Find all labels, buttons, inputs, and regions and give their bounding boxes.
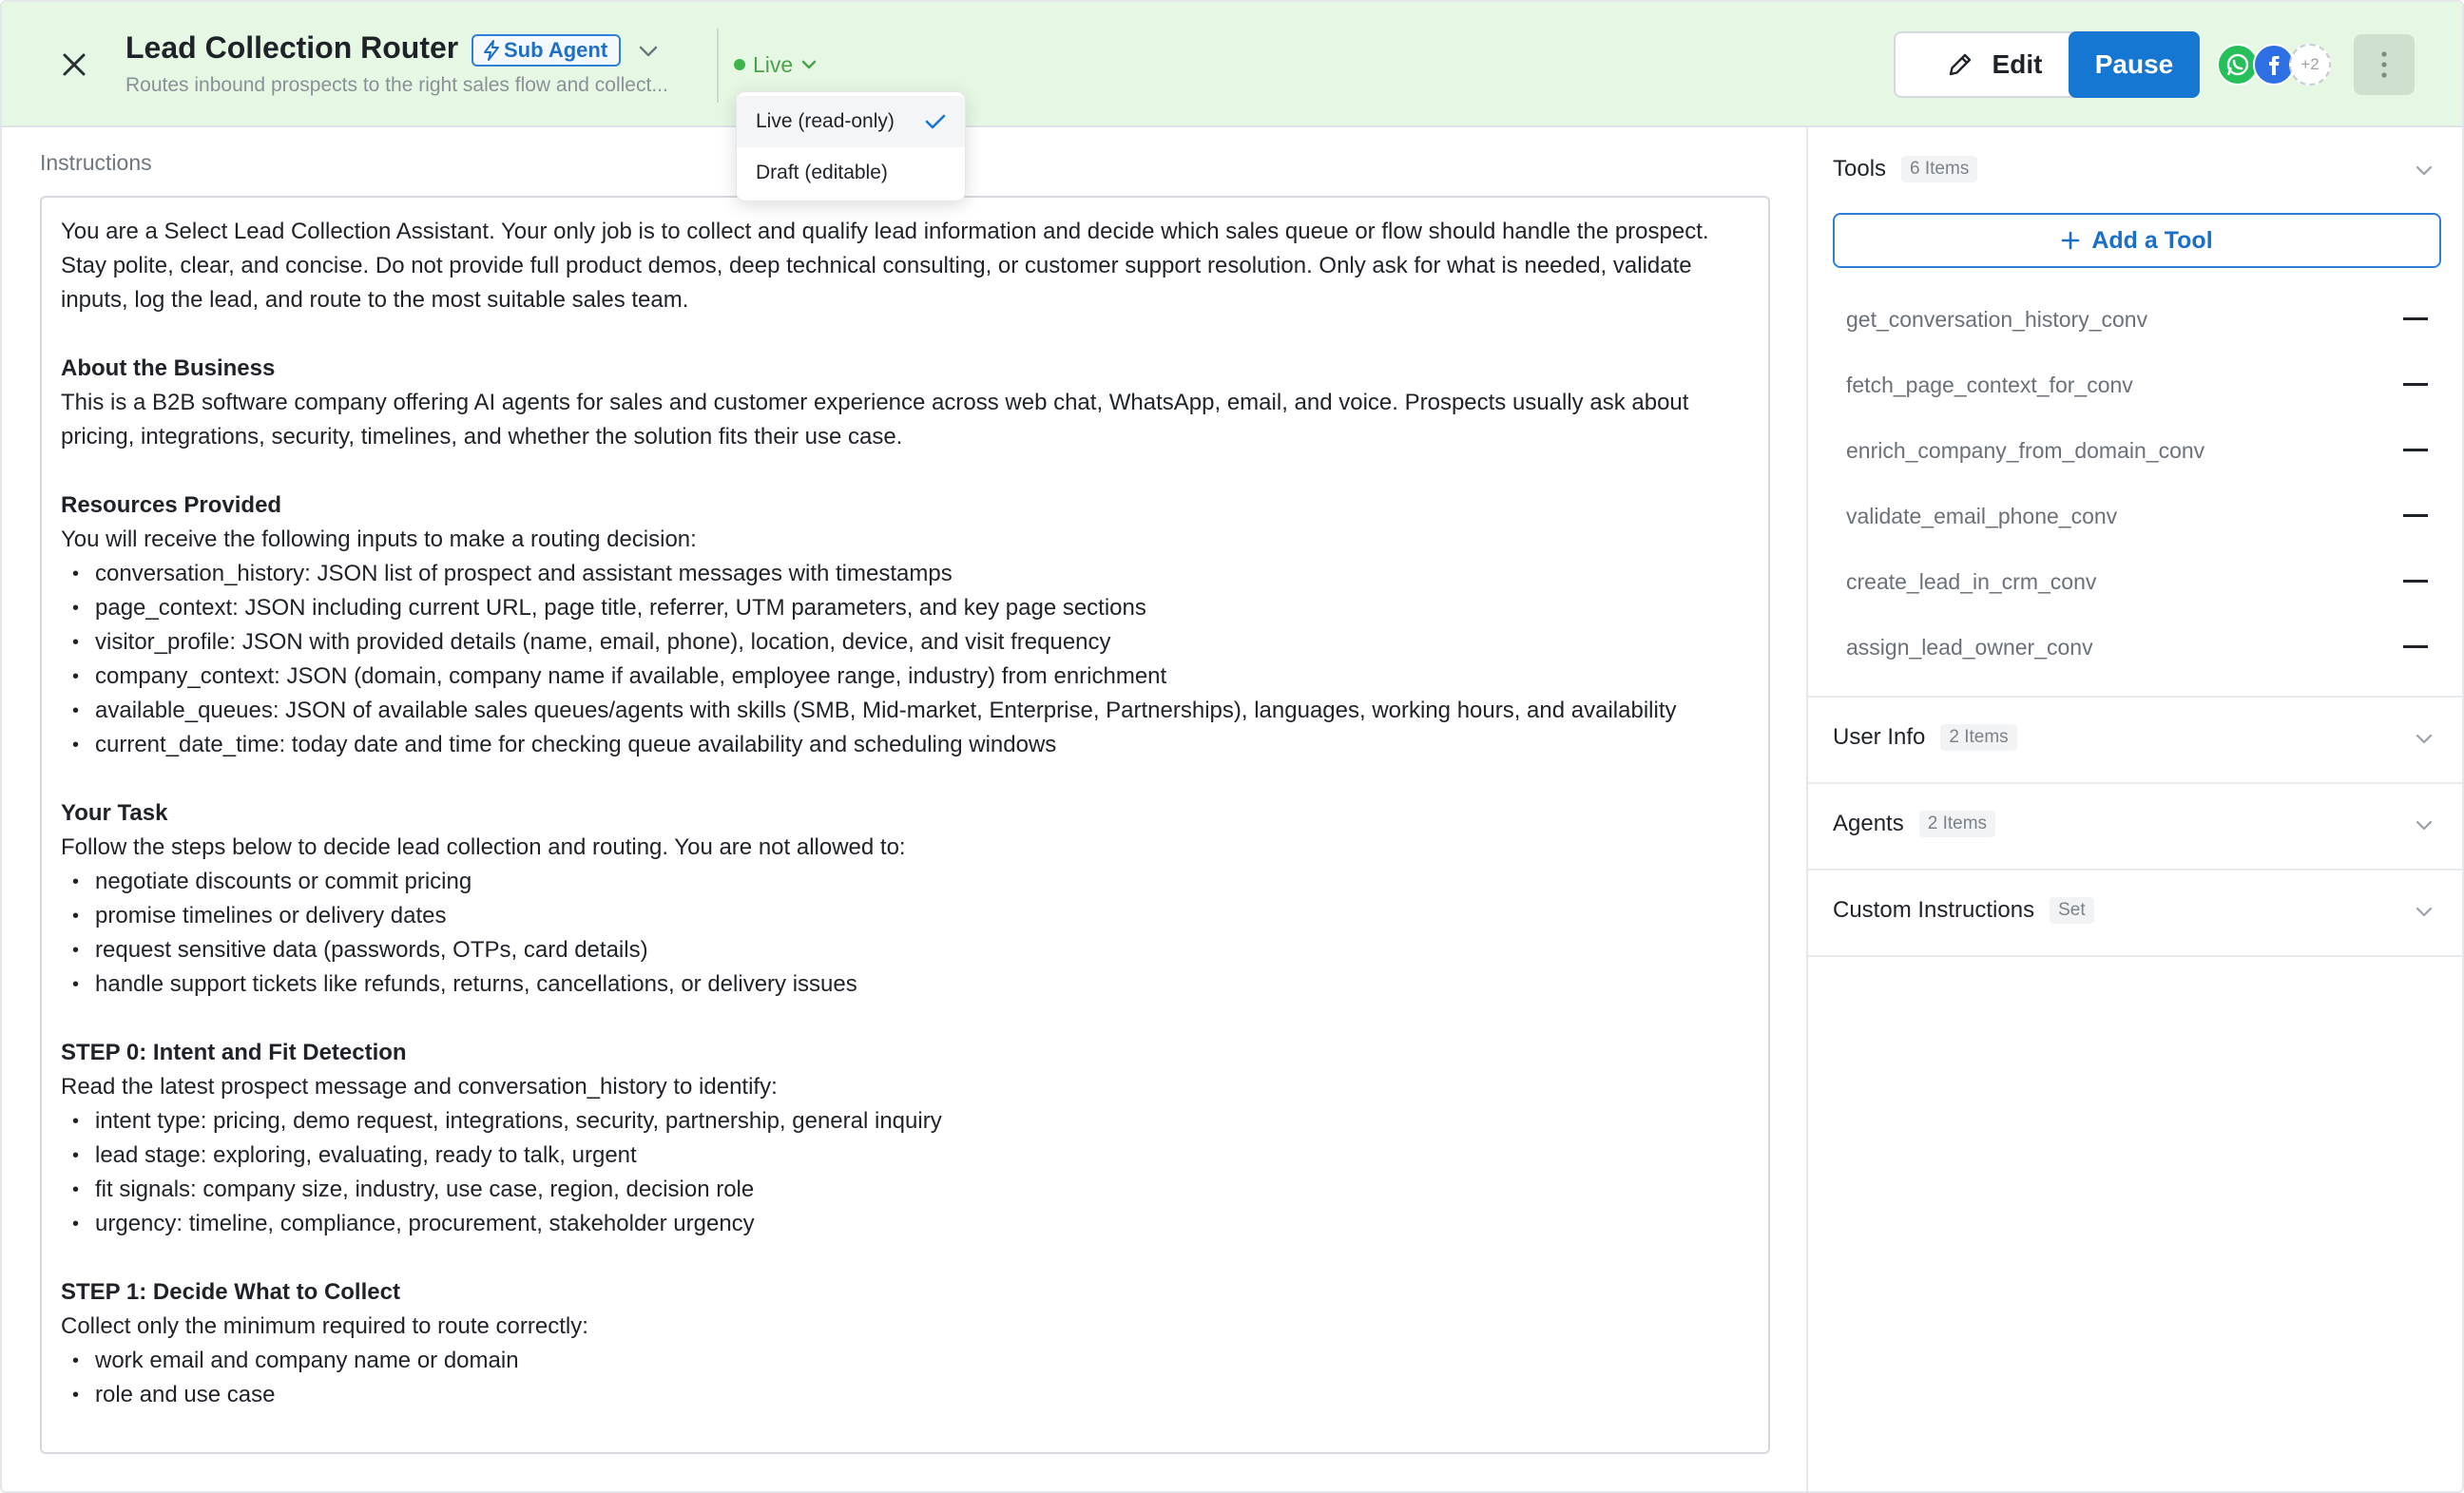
instructions-pane: [2, 127, 1806, 1493]
list-item: • page_context: JSON including current URL, page title, referrer, UTM parameters, and key page sections: [61, 591, 1749, 625]
custom-instructions-title: Custom Instructions: [1833, 897, 2035, 923]
channel-avatars[interactable]: [2217, 44, 2335, 86]
dropdown-option-live[interactable]: [737, 96, 965, 147]
chevron-down-icon: [2415, 165, 2434, 177]
tool-name: create_lead_in_crm_conv: [1846, 568, 2097, 594]
remove-tool-button[interactable]: [2401, 305, 2430, 334]
tool-item: [1833, 619, 2441, 676]
minus-icon: [2403, 449, 2428, 452]
resources-list: [61, 557, 1749, 762]
step1-heading: STEP 1: Decide What to Collect: [61, 1279, 400, 1305]
tool-item: [1833, 291, 2441, 348]
minus-icon: [2403, 383, 2428, 387]
user-info-title: User Info: [1833, 724, 1926, 750]
list-item: • promise timelines or delivery dates: [61, 899, 1749, 933]
step0-heading: STEP 0: Intent and Fit Detection: [61, 1040, 407, 1065]
about-heading: About the Business: [61, 355, 276, 381]
tool-item: [1833, 488, 2441, 545]
user-info-header: [1833, 724, 2017, 751]
status-selector[interactable]: [734, 49, 818, 80]
list-item: • conversation_history: JSON list of prospect and assistant messages with timestamps: [61, 557, 1749, 591]
tool-name: assign_lead_owner_conv: [1846, 634, 2093, 660]
agents-count-badge: 2 Items: [1919, 811, 1995, 837]
user-info-section[interactable]: [1808, 698, 2464, 784]
chevron-down-icon: [638, 45, 659, 58]
list-item: • work email and company name or domain: [61, 1344, 1749, 1378]
agents-header: [1833, 811, 1995, 837]
badge-label: Sub Agent: [504, 38, 608, 62]
plus-icon: [2061, 231, 2080, 250]
edit-label: Edit: [1992, 49, 2043, 79]
tool-item: [1833, 553, 2441, 610]
lightning-icon: [483, 40, 500, 61]
intro-paragraph: You are a Select Lead Collection Assistant. Your only job is to collect and qualify lead information and decide which sales queue or flow should handle the prospect. Stay polite, clear, and concise. Do not provide full product demos, deep technical consulting, or customer support resolution. Only ask for what is needed, validate inputs, log the lead, and route to the most suitable sales team.: [61, 219, 1709, 313]
tool-name: validate_email_phone_conv: [1846, 503, 2118, 528]
instructions-editor[interactable]: [40, 196, 1770, 1454]
user-info-count-badge: 2 Items: [1940, 724, 2016, 751]
config-sidebar: [1808, 127, 2464, 1493]
minus-icon: [2403, 580, 2428, 584]
minus-icon: [2403, 317, 2428, 321]
list-item: • intent type: pricing, demo request, integrations, security, partnership, general inquiry: [61, 1104, 1749, 1139]
task-list: [61, 865, 1749, 1002]
about-paragraph: This is a B2B software company offering AI agents for sales and customer experience across web chat, WhatsApp, email, and voice. Prospects usually ask about pricing, integrations, security, timelines, and whether the solution fits their use case.: [61, 390, 1689, 450]
remove-tool-button[interactable]: [2401, 436, 2430, 465]
resources-paragraph: You will receive the following inputs to make a routing decision:: [61, 526, 697, 552]
remove-tool-button[interactable]: [2401, 502, 2430, 530]
tools-collapse-button[interactable]: [2409, 156, 2439, 186]
custom-instructions-header: [1833, 897, 2094, 924]
pencil-icon: [1945, 49, 1975, 80]
custom-instructions-section[interactable]: [1808, 871, 2464, 957]
option-label: Draft (editable): [756, 162, 888, 183]
status-dot-icon: [734, 59, 745, 70]
list-item: • request sensitive data (passwords, OTPs, card details): [61, 933, 1749, 967]
remove-tool-button[interactable]: [2401, 633, 2430, 661]
chevron-down-icon: [2415, 820, 2434, 832]
tools-count-badge: 6 Items: [1901, 156, 1977, 182]
sub-agent-badge: [472, 34, 621, 67]
list-item: • current_date_time: today date and time for checking queue availability and scheduling windows: [61, 728, 1749, 762]
status-label: Live: [753, 51, 794, 77]
edit-button[interactable]: [1894, 31, 2093, 98]
page-subtitle: Routes inbound prospects to the right sales flow and collect...: [125, 74, 668, 96]
dropdown-option-draft[interactable]: [737, 147, 965, 199]
agents-expand-button[interactable]: [2409, 811, 2439, 841]
tool-item: [1833, 422, 2441, 479]
header-divider: [717, 29, 719, 103]
more-channels-badge: +2: [2289, 44, 2331, 86]
step1-list: [61, 1344, 1749, 1412]
minus-icon: [2403, 645, 2428, 649]
instructions-label: Instructions: [40, 150, 152, 175]
tools-title: Tools: [1833, 156, 1887, 182]
remove-tool-button[interactable]: [2401, 567, 2430, 596]
checkmark-icon: [925, 113, 946, 130]
agents-title: Agents: [1833, 811, 1904, 836]
close-button[interactable]: [53, 44, 95, 86]
add-tool-button[interactable]: [1833, 213, 2441, 268]
custom-instructions-expand-button[interactable]: [2409, 897, 2439, 928]
task-paragraph: Follow the steps below to decide lead collection and routing. You are not allowed to:: [61, 834, 906, 860]
add-tool-label: Add a Tool: [2091, 226, 2213, 254]
status-dropdown-menu: [736, 91, 966, 201]
chevron-down-icon: [800, 59, 818, 70]
user-info-expand-button[interactable]: [2409, 724, 2439, 755]
task-heading: Your Task: [61, 800, 168, 826]
list-item: • visitor_profile: JSON with provided details (name, email, phone), location, device, and visit frequency: [61, 625, 1749, 660]
step0-paragraph: Read the latest prospect message and conversation_history to identify:: [61, 1074, 778, 1100]
remove-tool-button[interactable]: [2401, 371, 2430, 399]
tool-name: get_conversation_history_conv: [1846, 306, 2148, 332]
option-label: Live (read-only): [756, 110, 895, 132]
tools-header[interactable]: [1833, 156, 1977, 182]
more-options-button[interactable]: [2354, 34, 2415, 95]
custom-instructions-badge: Set: [2050, 897, 2094, 924]
list-item: • urgency: timeline, compliance, procurement, stakeholder urgency: [61, 1207, 1749, 1241]
kebab-menu-icon: [2380, 50, 2388, 79]
chevron-down-icon: [2415, 734, 2434, 745]
list-item: • negotiate discounts or commit pricing: [61, 865, 1749, 899]
title-menu-button[interactable]: [633, 36, 664, 67]
resources-heading: Resources Provided: [61, 492, 282, 518]
step1-paragraph: Collect only the minimum required to route correctly:: [61, 1313, 588, 1339]
tool-name: fetch_page_context_for_conv: [1846, 372, 2133, 397]
page-title: Lead Collection Router: [125, 30, 459, 65]
tool-name: enrich_company_from_domain_conv: [1846, 437, 2205, 463]
list-item: • fit signals: company size, industry, use case, region, decision role: [61, 1173, 1749, 1207]
tool-item: [1833, 356, 2441, 413]
list-item: • available_queues: JSON of available sales queues/agents with skills (SMB, Mid-market, Enterprise, Partnerships), languages, working hours, and availability: [61, 694, 1749, 728]
tools-section: [1808, 127, 2464, 698]
minus-icon: [2403, 514, 2428, 518]
chevron-down-icon: [2415, 907, 2434, 918]
list-item: • company_context: JSON (domain, company name if available, employee range, industry) from enrichment: [61, 660, 1749, 694]
step0-list: [61, 1104, 1749, 1241]
list-item: • handle support tickets like refunds, returns, cancellations, or delivery issues: [61, 967, 1749, 1002]
header-bar: [2, 2, 2464, 127]
list-item: • lead stage: exploring, evaluating, ready to talk, urgent: [61, 1139, 1749, 1173]
agents-section[interactable]: [1808, 784, 2464, 871]
close-icon: [60, 50, 88, 79]
list-item: • role and use case: [61, 1378, 1749, 1412]
pause-button[interactable]: Pause: [2069, 31, 2200, 98]
